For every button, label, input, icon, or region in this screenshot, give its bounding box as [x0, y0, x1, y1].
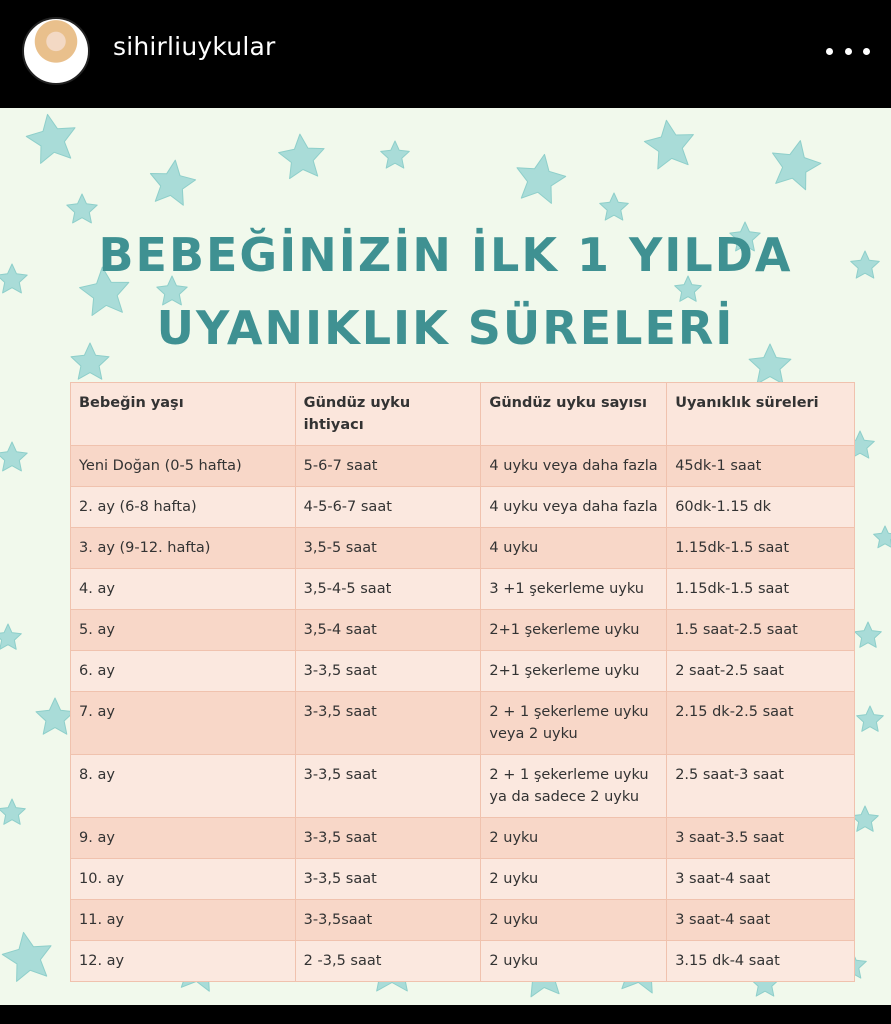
- table-cell: 1.15dk-1.5 saat: [667, 569, 855, 610]
- table-cell: 2 -3,5 saat: [295, 941, 481, 982]
- table-row: [71, 446, 855, 487]
- sleep-table: [70, 382, 855, 982]
- dot-icon: [863, 48, 870, 55]
- table-cell: 5-6-7 saat: [295, 446, 481, 487]
- table-row: [71, 941, 855, 982]
- table-row: [71, 900, 855, 941]
- table-cell: 2 uyku: [481, 941, 667, 982]
- table-cell: 2 uyku: [481, 900, 667, 941]
- star-icon: [0, 799, 25, 824]
- table-cell: 4-5-6-7 saat: [295, 487, 481, 528]
- post-header: [0, 0, 891, 108]
- table-cell: 3 saat-4 saat: [667, 859, 855, 900]
- table-cell: 12. ay: [71, 941, 296, 982]
- table-cell: 2 uyku: [481, 818, 667, 859]
- table-cell: 7. ay: [71, 692, 296, 755]
- table-cell: 3 saat-4 saat: [667, 900, 855, 941]
- table-cell: 2 + 1 şekerleme uyku ya da sadece 2 uyku: [481, 755, 667, 818]
- star-icon: [644, 120, 693, 169]
- table-cell: 4 uyku veya daha fazla: [481, 446, 667, 487]
- star-icon: [26, 114, 75, 163]
- header-cell: Gündüz uyku sayısı: [481, 383, 667, 446]
- star-icon: [857, 706, 884, 731]
- table-cell: 2.5 saat-3 saat: [667, 755, 855, 818]
- table-cell: 2 saat-2.5 saat: [667, 651, 855, 692]
- table-row: [71, 487, 855, 528]
- star-icon: [852, 806, 879, 831]
- table-cell: 3 +1 şekerleme uyku: [481, 569, 667, 610]
- table-cell: 6. ay: [71, 651, 296, 692]
- table-cell: 8. ay: [71, 755, 296, 818]
- table-cell: 5. ay: [71, 610, 296, 651]
- star-icon: [381, 141, 410, 168]
- table-cell: 10. ay: [71, 859, 296, 900]
- table-cell: 3-3,5saat: [295, 900, 481, 941]
- table-cell: 3.15 dk-4 saat: [667, 941, 855, 982]
- star-icon: [773, 141, 821, 190]
- table-cell: 2+1 şekerleme uyku: [481, 610, 667, 651]
- table-cell: 2.15 dk-2.5 saat: [667, 692, 855, 755]
- table-cell: 11. ay: [71, 900, 296, 941]
- table-cell: 1.15dk-1.5 saat: [667, 528, 855, 569]
- table-row: [71, 528, 855, 569]
- header-cell: Bebeğin yaşı: [71, 383, 296, 446]
- profile-avatar[interactable]: [22, 17, 90, 85]
- table-row: [71, 651, 855, 692]
- table-cell: 3-3,5 saat: [295, 651, 481, 692]
- table-cell: 3,5-5 saat: [295, 528, 481, 569]
- table-cell: 2 uyku: [481, 859, 667, 900]
- table-row: [71, 610, 855, 651]
- star-icon: [0, 624, 21, 649]
- star-icon: [279, 134, 325, 179]
- table-row: [71, 755, 855, 818]
- post-image: [0, 108, 891, 1005]
- table-header-row: [71, 383, 855, 446]
- star-icon: [150, 160, 195, 205]
- table-cell: 3-3,5 saat: [295, 859, 481, 900]
- more-options-icon[interactable]: [826, 36, 870, 66]
- table-cell: 3-3,5 saat: [295, 692, 481, 755]
- table-cell: 3-3,5 saat: [295, 755, 481, 818]
- header-cell: Gündüz uyku ihtiyacı: [295, 383, 481, 446]
- title-line-2: UYANIKLIK SÜRELERİ: [156, 301, 735, 355]
- table-cell: 2 + 1 şekerleme uyku veya 2 uyku: [481, 692, 667, 755]
- table-cell: 60dk-1.15 dk: [667, 487, 855, 528]
- table-row: [71, 569, 855, 610]
- table-cell: 3 saat-3.5 saat: [667, 818, 855, 859]
- star-icon: [855, 622, 882, 647]
- star-icon: [2, 932, 51, 981]
- table-cell: Yeni Doğan (0-5 hafta): [71, 446, 296, 487]
- dot-icon: [826, 48, 833, 55]
- table-cell: 4 uyku veya daha fazla: [481, 487, 667, 528]
- star-icon: [67, 194, 97, 223]
- table-cell: 9. ay: [71, 818, 296, 859]
- star-icon: [874, 526, 891, 548]
- table-cell: 2. ay (6-8 hafta): [71, 487, 296, 528]
- table-row: [71, 692, 855, 755]
- username-link[interactable]: sihirliuykular: [113, 32, 276, 61]
- star-icon: [36, 698, 74, 734]
- table-cell: 3,5-4-5 saat: [295, 569, 481, 610]
- table-cell: 3-3,5 saat: [295, 818, 481, 859]
- table-cell: 3. ay (9-12. hafta): [71, 528, 296, 569]
- table-cell: 2+1 şekerleme uyku: [481, 651, 667, 692]
- table-row: [71, 859, 855, 900]
- table-cell: 45dk-1 saat: [667, 446, 855, 487]
- title-line-1: BEBEĞİNİZİN İLK 1 YILDA: [98, 228, 793, 282]
- star-icon: [600, 193, 629, 220]
- bottom-bar: [0, 1005, 891, 1024]
- table-cell: 4 uyku: [481, 528, 667, 569]
- star-icon: [517, 154, 566, 203]
- star-icon: [0, 442, 27, 471]
- table-cell: 1.5 saat-2.5 saat: [667, 610, 855, 651]
- header-cell: Uyanıklık süreleri: [667, 383, 855, 446]
- dot-icon: [845, 48, 852, 55]
- table-row: [71, 818, 855, 859]
- table-cell: 3,5-4 saat: [295, 610, 481, 651]
- table-cell: 4. ay: [71, 569, 296, 610]
